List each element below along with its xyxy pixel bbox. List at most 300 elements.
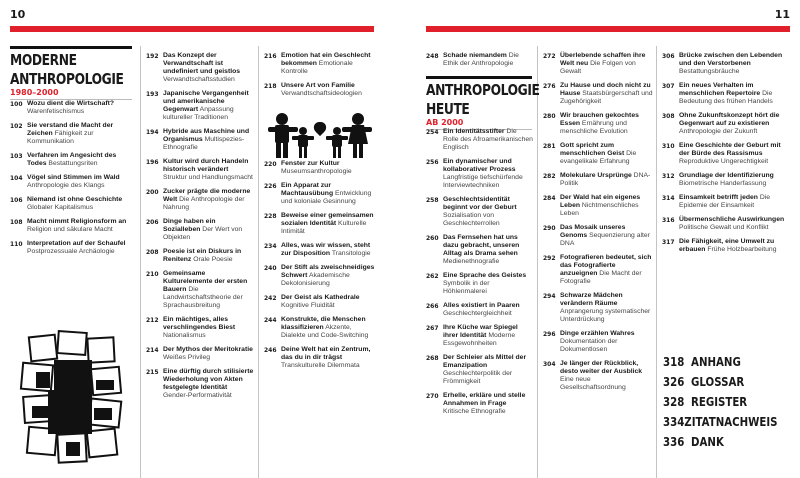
toc-entry-subtitle: Medienethnografie	[443, 258, 500, 265]
toc-entry-subtitle: Die evangelikale Erfahrung	[560, 150, 637, 165]
toc-page-number: 242	[264, 295, 277, 302]
toc-entry	[264, 182, 376, 206]
toc-page-number: 306	[662, 53, 675, 60]
back-matter-label: GLOSSAR	[691, 375, 745, 389]
paper-family-illustration	[268, 112, 372, 160]
toc-entry-title: Wir brauchen gekochtes Essen	[560, 112, 639, 127]
toc-page-number: 268	[426, 355, 439, 362]
toc-entry-text	[163, 188, 254, 212]
toc-entry-subtitle: Moderne Essgewohnheiten	[443, 332, 516, 347]
toc-entry-text	[443, 392, 534, 416]
toc-page-number: 208	[146, 249, 159, 256]
section-title-line2: HEUTE	[426, 100, 470, 118]
toc-entry-text	[679, 112, 790, 136]
toc-entry-title: Gemeinsame Kulturelemente der ersten Bauern	[163, 270, 248, 293]
column-divider	[537, 46, 538, 478]
toc-entry-text	[281, 52, 376, 76]
toc-page-number: 210	[146, 271, 159, 278]
toc-entry	[264, 264, 376, 288]
toc-entry	[146, 52, 254, 84]
toc-entry	[264, 242, 376, 258]
toc-entry-text	[560, 82, 653, 106]
toc-entry-title: Deine Welt hat ein Zentrum, das du in dir trägst	[281, 346, 371, 361]
toc-page-number: 254	[426, 129, 439, 136]
back-matter-label: REGISTER	[691, 395, 748, 409]
toc-entry-text	[163, 128, 254, 152]
toc-entry-text	[163, 90, 254, 122]
toc-column-6	[662, 52, 790, 260]
toc-entry	[10, 240, 134, 256]
toc-entry-title: Verfahren im Angesicht des Todes	[27, 152, 117, 167]
toc-page-number: 226	[264, 183, 277, 190]
toc-entry-subtitle: Anpassung kultureller Traditionen	[163, 106, 234, 121]
toc-page-number: 270	[426, 393, 439, 400]
toc-entry-text	[443, 234, 534, 266]
toc-entry-subtitle: Religion und säkulare Macht	[27, 226, 113, 233]
toc-entry-title: Kultur wird durch Handeln historisch verändert	[163, 158, 249, 173]
toc-entry-title: Niemand ist ohne Geschichte	[27, 196, 123, 203]
toc-page-number: 262	[426, 273, 439, 280]
toc-entry	[543, 194, 653, 218]
toc-entry	[426, 324, 534, 348]
toc-entry-text	[560, 224, 653, 248]
section-period: AB 2000	[426, 118, 532, 130]
toc-entry-title: Eine Geschichte der Geburt mit der Bürde des Rassismus	[679, 142, 781, 157]
toc-entry-title: Japanische Vergangenheit und amerikanische Gegenwart	[163, 90, 249, 113]
toc-page-number: 294	[543, 293, 556, 300]
toc-entry-subtitle: Die Anthropologie der Nahrung	[163, 196, 245, 211]
toc-entry-subtitle: Geschlechterpolitik der Frömmigkeit	[443, 370, 513, 385]
toc-entry-text	[560, 52, 653, 76]
toc-entry-subtitle: Nationalismus	[163, 332, 206, 339]
toc-entry	[146, 90, 254, 122]
toc-entry-text	[443, 128, 534, 152]
toc-page-number: 104	[10, 175, 23, 182]
toc-entry-subtitle: Emotionale Kontrolle	[281, 60, 353, 75]
toc-entry-title: Brücke zwischen den Lebenden und den Verstorbenen	[679, 52, 783, 67]
toc-entry-title: Schwarze Mädchen verändern Räume	[560, 292, 623, 307]
toc-entry-title: Interpretation auf der Schaufel	[27, 240, 126, 247]
toc-entry-subtitle: Die Macht der Fotografie	[560, 270, 642, 285]
toc-page-number: 234	[264, 243, 277, 250]
toc-entry-text	[163, 270, 254, 310]
toc-entry-subtitle: Postprozessuale Archäologie	[27, 248, 115, 255]
toc-entry-text	[679, 194, 790, 210]
toc-entry	[426, 196, 534, 228]
toc-page-number: 312	[662, 173, 675, 180]
toc-entry	[543, 172, 653, 188]
toc-entry-title: Dinge erzählen Wahres	[560, 330, 635, 337]
toc-entry-text	[163, 218, 254, 242]
toc-entry	[264, 52, 376, 76]
toc-entry	[10, 152, 134, 168]
toc-entry-text	[679, 82, 790, 106]
toc-entry-text	[443, 302, 534, 318]
section-title-line2: ANTHROPOLOGIE	[10, 70, 124, 88]
toc-page-number: 267	[426, 325, 439, 332]
toc-column-2	[146, 52, 254, 406]
toc-entry-title: Der Stift als zweischneidiges Schwert	[281, 264, 375, 279]
toc-entry	[543, 330, 653, 354]
section-title-line1: ANTHROPOLOGIE	[426, 81, 540, 99]
toc-entry-subtitle: Warenfetischismus	[27, 108, 85, 115]
toc-entry-text	[679, 216, 790, 232]
toc-entry-text	[27, 218, 134, 234]
toc-page-number: 103	[10, 153, 23, 160]
toc-entry-title: Macht nimmt Religionsform an	[27, 218, 127, 225]
toc-entry-title: Wozu dient die Wirtschaft?	[27, 100, 115, 107]
toc-entry-title: Ihre Küche war Spiegel ihrer Identität	[443, 324, 518, 339]
toc-page-number: 310	[662, 143, 675, 150]
toc-page-number: 192	[146, 53, 159, 60]
toc-entry	[426, 158, 534, 190]
back-matter-page-number: 336	[663, 435, 685, 449]
section-period: 1980–2000	[10, 88, 132, 100]
toc-entry-title: Überlebende schaffen ihre Welt neu	[560, 52, 646, 67]
toc-page-number: 284	[543, 195, 556, 202]
toc-entry	[264, 294, 376, 310]
section-rule	[426, 76, 532, 79]
toc-entry-text	[281, 264, 376, 288]
toc-entry	[146, 316, 254, 340]
section-title-line1: MODERNE	[10, 51, 77, 69]
toc-page-number: 215	[146, 369, 159, 376]
toc-entry-subtitle: Langfristige tiefschürfende Interviewtechniken	[443, 174, 523, 189]
toc-entry-title: Ein mächtiges, alles verschlingendes Biest	[163, 316, 236, 331]
toc-page-number: 282	[543, 173, 556, 180]
toc-page-number: 228	[264, 213, 277, 220]
toc-entry-subtitle: Akzente, Dialekte und Code-Switching	[281, 324, 369, 339]
section-header-anthropologie-heute	[426, 76, 540, 130]
toc-entry	[426, 392, 534, 416]
toc-entry-subtitle: Verwandtschaftsideologien	[281, 90, 362, 97]
toc-entry	[10, 122, 134, 146]
toc-entry-subtitle: Museumsanthropologie	[281, 168, 352, 175]
toc-entry-title: Die Fähigkeit, eine Umwelt zu erbauen	[679, 238, 775, 253]
toc-page-number: 248	[426, 53, 439, 60]
toc-entry-title: Dinge haben ein Sozialleben	[163, 218, 216, 233]
toc-column-3	[264, 52, 376, 376]
toc-entry-subtitle: Verwandtschaftsstudien	[163, 76, 235, 83]
toc-entry	[146, 270, 254, 310]
section-header-moderne-anthropologie	[10, 46, 132, 100]
toc-entry-subtitle: Kognitive Fluidität	[281, 302, 335, 309]
toc-entry-title: Geschlechtsidentität beginnt vor der Geburt	[443, 196, 517, 211]
toc-entry-text	[163, 52, 254, 84]
toc-entry	[426, 354, 534, 386]
back-matter-list	[663, 355, 791, 455]
toc-entry-text	[163, 346, 254, 362]
back-matter-label: ZITATNACHWEIS	[684, 415, 778, 429]
toc-entry	[264, 316, 376, 340]
toc-entry	[543, 82, 653, 106]
left-page-number: 10	[10, 8, 26, 21]
toc-entry	[264, 160, 376, 176]
toc-entry-subtitle: Die Landwirtschaftstheorie der Sprachausbreitung	[163, 286, 243, 309]
toc-entry-title: Ein neues Verhalten im menschlichen Repertoire	[679, 82, 761, 97]
toc-page-number: 100	[10, 101, 23, 108]
toc-page-number: 194	[146, 129, 159, 136]
toc-entry	[543, 360, 653, 392]
back-matter-label: DANK	[691, 435, 724, 449]
toc-entry-text	[560, 330, 653, 354]
toc-entry-title: Schade niemandem	[443, 52, 507, 59]
toc-entry-subtitle: Multispezies-Ethnografie	[163, 136, 245, 151]
toc-entry-title: Grundlage der Identifizierung	[679, 172, 774, 179]
toc-entry	[146, 128, 254, 152]
toc-entry	[426, 52, 532, 68]
toc-entry	[426, 128, 534, 152]
toc-entry-title: Der Mythos der Meritokratie	[163, 346, 253, 353]
toc-entry	[543, 112, 653, 136]
toc-page-number: 102	[10, 123, 23, 130]
toc-entry-subtitle: Bestattungsriten	[48, 160, 98, 167]
toc-entry-subtitle: DNA-Politik	[560, 172, 651, 187]
toc-entry-title: Fotografieren bedeutet, sich das Fotografierte anzueignen	[560, 254, 652, 277]
toc-entry	[264, 212, 376, 236]
toc-entry-subtitle: Dokumentation der Dokumentlosen	[560, 338, 618, 353]
toc-entry-text	[443, 196, 534, 228]
toc-entry-title: Eine Sprache des Geistes	[443, 272, 527, 279]
toc-entry-subtitle: Transitologie	[331, 250, 371, 257]
toc-entry-subtitle: Die Bedeutung des frühen Handels	[679, 90, 773, 105]
toc-entry-title: Poesie ist ein Diskurs in Renitenz	[163, 248, 242, 263]
toc-page-number: 216	[264, 53, 277, 60]
toc-entry-text	[163, 248, 254, 264]
toc-entry-text	[27, 152, 134, 168]
right-red-bar	[426, 26, 790, 32]
toc-page-number: 290	[543, 225, 556, 232]
toc-page-number: 276	[543, 83, 556, 90]
toc-entry-subtitle: Fähigkeit zur Kommunikation	[27, 130, 94, 145]
toc-entry	[426, 234, 534, 266]
toc-column-1	[10, 100, 134, 262]
toc-entry	[146, 188, 254, 212]
toc-entry-title: Zucker prägte die moderne Welt	[163, 188, 251, 203]
toc-entry	[146, 346, 254, 362]
toc-entry	[10, 196, 134, 212]
toc-entry-subtitle: Symbolik in der Höhlenmalerei	[443, 280, 490, 295]
toc-entry	[10, 218, 134, 234]
toc-entry-title: Alles existiert in Paaren	[443, 302, 520, 309]
toc-entry-title: Molekulare Ursprünge	[560, 172, 632, 179]
toc-entry-title: Emotion hat ein Geschlecht bekommen	[281, 52, 371, 67]
toc-entry-text	[679, 142, 790, 166]
toc-entry-title: Das Konzept der Verwandtschaft ist undefiniert und geistlos	[163, 52, 241, 75]
toc-entry	[543, 254, 653, 286]
column-divider	[656, 46, 657, 478]
toc-entry-subtitle: Kritische Ethnografie	[443, 408, 506, 415]
toc-entry-text	[27, 100, 134, 116]
toc-entry	[264, 346, 376, 370]
toc-page-number: 218	[264, 83, 277, 90]
toc-entry-subtitle: Nichtmenschliches Leben	[560, 202, 639, 217]
toc-entry-subtitle: Kulturelle Intimität	[281, 220, 367, 235]
toc-entry-text	[560, 360, 653, 392]
back-matter-entry	[663, 435, 772, 449]
toc-entry-title: Ohne Zukunftskonzept hört die Gegenwart auf zu existieren	[679, 112, 780, 127]
toc-entry-title: Erhelle, erkläre und stelle Annahmen in Frage	[443, 392, 526, 407]
toc-entry-subtitle: Politische Gewalt und Konflikt	[679, 224, 769, 231]
toc-entry-title: Unsere Art von Familie	[281, 82, 355, 89]
toc-entry-text	[281, 82, 376, 98]
toc-page-number: 200	[146, 189, 159, 196]
toc-entry-text	[443, 158, 534, 190]
toc-page-number: 304	[543, 361, 556, 368]
toc-entry	[543, 52, 653, 76]
toc-entry-title: Vögel sind Stimmen im Wald	[27, 174, 120, 181]
toc-entry	[662, 52, 790, 76]
toc-page-number: 246	[264, 347, 277, 354]
toc-entry	[10, 174, 134, 190]
toc-entry-text	[281, 316, 376, 340]
toc-entry-text	[443, 354, 534, 386]
back-matter-entry	[663, 375, 772, 389]
toc-page-number: 281	[543, 143, 556, 150]
toc-entry-text	[27, 196, 134, 212]
toc-page-number: 110	[10, 241, 23, 248]
toc-entry-text	[27, 240, 134, 256]
toc-entry-text	[281, 212, 376, 236]
toc-entry-text	[27, 174, 134, 190]
toc-page-number: 193	[146, 91, 159, 98]
toc-entry	[662, 112, 790, 136]
column-divider	[258, 46, 259, 478]
back-matter-page-number: 328	[663, 395, 685, 409]
toc-entry	[426, 302, 534, 318]
toc-entry-title: Eine dürftig durch stilisierte Wiederholung von Akten festgelegte Identität	[163, 368, 254, 391]
toc-page-number: 296	[543, 331, 556, 338]
toc-entry-subtitle: Transkulturelle Dilemmata	[281, 362, 360, 369]
toc-page-number: 307	[662, 83, 675, 90]
toc-entry-title: Der Wald hat ein eigenes Leben	[560, 194, 641, 209]
toc-entry-title: Ein dynamischer und kollaborativer Prozess	[443, 158, 516, 173]
back-matter-entry	[663, 415, 778, 429]
toc-entry-text	[163, 316, 254, 340]
toc-entry-text	[560, 172, 653, 188]
left-red-bar	[10, 26, 374, 32]
toc-page-number: 316	[662, 217, 675, 224]
toc-entry-text	[679, 238, 790, 254]
toc-entry-text	[560, 112, 653, 136]
toc-entry-text	[163, 158, 254, 182]
toc-page-number: 308	[662, 113, 675, 120]
toc-entry-subtitle: Frühe Holzbearbeitung	[707, 246, 777, 253]
toc-entry-subtitle: Struktur und Handlungsmacht	[163, 174, 253, 181]
toc-entry	[543, 224, 653, 248]
toc-entry-title: Sie verstand die Macht der Zeichen	[27, 122, 114, 137]
toc-entry-text	[27, 122, 134, 146]
toc-entry-title: Beweise einer gemeinsamen sozialen Identität	[281, 212, 374, 227]
right-page-number: 11	[774, 8, 790, 21]
toc-entry-subtitle: Ernährung und menschliche Evolution	[560, 120, 628, 135]
toc-entry-subtitle: Geschlechtergleichheit	[443, 310, 512, 317]
toc-page-number: 220	[264, 161, 277, 168]
column-divider	[140, 46, 141, 478]
toc-entry	[146, 248, 254, 264]
toc-entry-title: Ein Identitätsstifter	[443, 128, 505, 135]
toc-entry-subtitle: Reproduktive Ungerechtigkeit	[679, 158, 769, 165]
toc-entry-text	[679, 172, 790, 188]
toc-page-number: 317	[662, 239, 675, 246]
toc-entry-subtitle: Orale Poesie	[193, 256, 233, 263]
toc-entry	[662, 216, 790, 232]
toc-page-number: 260	[426, 235, 439, 242]
toc-column-5	[543, 52, 653, 398]
toc-entry-title: Einsamkeit betrifft jeden	[679, 194, 758, 201]
toc-entry-subtitle: Die Epidemie der Einsamkeit	[679, 194, 771, 209]
toc-entry-text	[443, 324, 534, 348]
toc-page-number: 196	[146, 159, 159, 166]
toc-entry-title: Zu Hause und doch nicht zu Hause	[560, 82, 651, 97]
toc-entry	[264, 82, 376, 98]
toc-entry-title: Alles, was wir wissen, steht zur Disposition	[281, 242, 371, 257]
toc-entry-subtitle: Die Folgen von Gewalt	[560, 60, 636, 75]
toc-entry-title: Konstrukte, die Menschen klassifizieren	[281, 316, 366, 331]
toc-entry	[662, 194, 790, 210]
toc-page-number: 314	[662, 195, 675, 202]
toc-entry-subtitle: Anthropologie des Klangs	[27, 182, 105, 189]
toc-page-number: 108	[10, 219, 23, 226]
toc-entry-text	[281, 294, 376, 310]
toc-entry-text	[560, 254, 653, 286]
toc-entry-title: Ein Apparat zur Machtausübung	[281, 182, 334, 197]
collage-illustration	[18, 330, 126, 470]
toc-entry-subtitle: Eine neue Gesellschaftsordnung	[560, 376, 626, 391]
toc-entry-text	[281, 346, 376, 370]
toc-entry-title: Gott spricht zum menschlichen Geist	[560, 142, 625, 157]
toc-page-number: 240	[264, 265, 277, 272]
toc-page-number: 214	[146, 347, 159, 354]
toc-entry-title: Hybride aus Maschine und Organismus	[163, 128, 250, 143]
back-matter-page-number: 326	[663, 375, 685, 389]
toc-entry-subtitle: Entwicklung und koloniale Gesinnung	[281, 190, 372, 205]
toc-entry-text	[281, 160, 376, 176]
toc-page-number: 256	[426, 159, 439, 166]
toc-entry-subtitle: Bestattungsbräuche	[679, 68, 740, 75]
toc-entry	[543, 142, 653, 166]
toc-entry-subtitle: Die Ethik der Anthropologie	[443, 52, 519, 67]
toc-page-number: 258	[426, 197, 439, 204]
back-matter-entry	[663, 355, 772, 369]
back-matter-label: ANHANG	[691, 355, 741, 369]
toc-entry-text	[560, 292, 653, 324]
toc-page-number: 212	[146, 317, 159, 324]
toc-column-4	[426, 128, 534, 422]
back-matter-page-number: 318	[663, 355, 685, 369]
toc-page-number: 292	[543, 255, 556, 262]
toc-entry-text	[560, 142, 653, 166]
toc-entry	[662, 82, 790, 106]
toc-page-number: 244	[264, 317, 277, 324]
toc-entry-subtitle: Sozialisation von Geschlechterrollen	[443, 212, 500, 227]
toc-entry-title: Übermenschliche Auswirkungen	[679, 216, 785, 223]
toc-entry-subtitle: Staatsbürgerschaft und Zugehörigkeit	[560, 90, 653, 105]
toc-entry-text	[281, 182, 376, 206]
toc-page-number: 206	[146, 219, 159, 226]
toc-entry	[10, 100, 134, 116]
toc-entry	[662, 172, 790, 188]
toc-entry-title: Je länger der Rückblick, desto weiter der Ausblick	[560, 360, 643, 375]
toc-page-number: 106	[10, 197, 23, 204]
toc-entry-subtitle: Weißes Privileg	[163, 354, 211, 361]
toc-entry	[146, 368, 254, 400]
toc-entry-subtitle: Gender-Performativität	[163, 392, 232, 399]
toc-entry	[662, 142, 790, 166]
toc-entry	[543, 292, 653, 324]
toc-page-number: 280	[543, 113, 556, 120]
toc-entry-subtitle: Akademische Dekolonisierung	[281, 272, 350, 287]
